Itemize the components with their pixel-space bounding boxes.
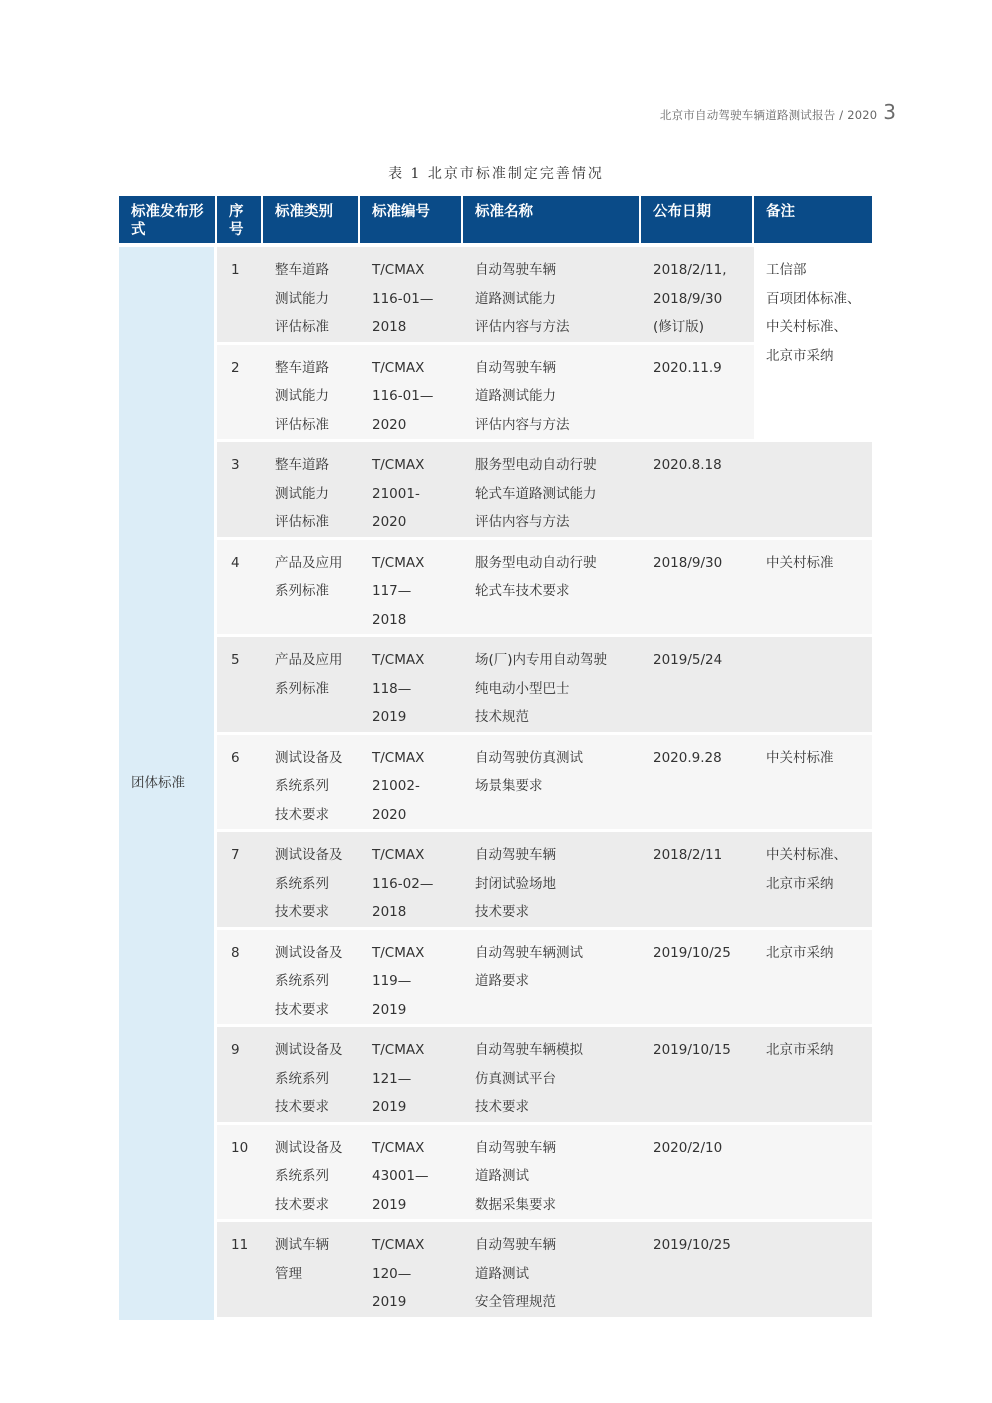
code-cell-line: T/CMAX: [372, 554, 425, 571]
remark-cell: [754, 247, 872, 442]
date-cell: [641, 637, 754, 735]
category-cell-line: 评估标准: [275, 416, 329, 433]
code-cell-line: 21001-: [372, 485, 420, 502]
name-cell-line: 纯电动小型巴士: [475, 680, 570, 697]
category-cell: [263, 930, 360, 1028]
date-cell-line: 2018/2/11,: [653, 262, 727, 278]
category-cell-line: 系统系列: [275, 973, 329, 989]
standards-table: [119, 196, 872, 1320]
name-cell-line: 封闭试验场地: [475, 875, 556, 892]
name-cell: [463, 832, 641, 930]
code-cell-line: T/CMAX: [372, 1237, 425, 1253]
seq-cell: 9: [217, 1027, 263, 1125]
date-cell-line: 2019/10/15: [653, 1042, 731, 1058]
category-cell-line: 管理: [275, 1265, 302, 1282]
category-cell-line: 测试设备及: [275, 1139, 343, 1156]
name-cell-line: 道路要求: [475, 973, 529, 989]
name-cell-line: 技术要求: [475, 1099, 529, 1115]
code-cell-line: T/CMAX: [372, 1042, 425, 1058]
seq-cell: 10: [217, 1125, 263, 1223]
date-cell-line: 2020/2/10: [653, 1139, 723, 1156]
code-cell-line: 43001—: [372, 1168, 429, 1184]
name-cell-line: 评估内容与方法: [475, 416, 570, 433]
category-cell-line: 系列标准: [275, 680, 329, 697]
name-cell-line: 评估内容与方法: [475, 514, 570, 530]
remark-cell: [754, 832, 872, 930]
category-cell: [263, 637, 360, 735]
table-row: [119, 442, 872, 540]
name-cell-line: 数据采集要求: [475, 1196, 556, 1213]
remark-cell: [754, 637, 872, 735]
seq-cell: 4: [217, 540, 263, 638]
code-cell: [360, 1125, 463, 1223]
form-cell: 团体标准: [119, 247, 217, 1320]
remark-cell-line: 中关村标准、: [766, 319, 847, 335]
category-cell-line: 整车道路: [275, 457, 329, 473]
category-cell: [263, 540, 360, 638]
code-cell-line: T/CMAX: [372, 847, 425, 863]
category-cell-line: 系统系列: [275, 1168, 329, 1184]
header-seq: 序号: [217, 196, 263, 247]
code-cell-line: T/CMAX: [372, 457, 425, 473]
name-cell-line: 自动驾驶车辆: [475, 847, 556, 863]
category-cell-line: 技术要求: [275, 1196, 329, 1213]
code-cell-line: T/CMAX: [372, 262, 425, 278]
header-name: 标准名称: [463, 196, 641, 247]
category-cell: [263, 1125, 360, 1223]
category-cell: [263, 442, 360, 540]
seq-cell: 6: [217, 735, 263, 833]
code-cell-line: T/CMAX: [372, 944, 425, 961]
code-cell: [360, 1027, 463, 1125]
date-cell-line: 2018/2/11: [653, 847, 723, 863]
code-cell-line: 116-01—: [372, 290, 434, 307]
name-cell: [463, 1125, 641, 1223]
seq-cell: 8: [217, 930, 263, 1028]
table-row: [119, 735, 872, 833]
category-cell-line: 评估标准: [275, 319, 329, 335]
category-cell-line: 测试车辆: [275, 1237, 329, 1253]
category-cell-line: 技术要求: [275, 904, 329, 920]
name-cell-line: 仿真测试平台: [475, 1070, 556, 1087]
category-cell-line: 测试设备及: [275, 1042, 343, 1058]
date-cell-line: 2019/10/25: [653, 944, 731, 961]
remark-cell-line: 工信部: [766, 262, 807, 278]
name-cell: [463, 1222, 641, 1320]
category-cell-line: 整车道路: [275, 262, 329, 278]
category-cell-line: 整车道路: [275, 359, 329, 376]
name-cell-line: 技术规范: [475, 709, 529, 725]
remark-cell-line: 中关村标准、: [766, 847, 847, 863]
header-category: 标准类别: [263, 196, 360, 247]
code-cell-line: 2018: [372, 904, 407, 920]
category-cell-line: 产品及应用: [275, 554, 343, 571]
name-cell-line: 自动驾驶车辆测试: [475, 944, 583, 961]
category-cell-line: 测试能力: [275, 290, 329, 307]
category-cell: [263, 735, 360, 833]
code-cell-line: 2018: [372, 319, 407, 335]
name-cell-line: 道路测试: [475, 1168, 529, 1184]
report-title: 北京市自动驾驶车辆道路测试报告 / 2020: [659, 108, 878, 122]
code-cell-line: 2019: [372, 1099, 407, 1115]
name-cell-line: 道路测试能力: [475, 290, 556, 307]
table-header-row: [119, 196, 872, 247]
name-cell-line: 自动驾驶车辆模拟: [475, 1042, 583, 1058]
category-cell-line: 测试设备及: [275, 749, 343, 766]
date-cell: [641, 247, 754, 345]
remark-cell-line: 北京市采纳: [766, 347, 834, 364]
name-cell-line: 技术要求: [475, 904, 529, 920]
code-cell-line: 2019: [372, 1001, 407, 1018]
header-form: 标准发布形式: [119, 196, 217, 247]
date-cell-line: 2018/9/30: [653, 554, 723, 571]
name-cell-line: 轮式车技术要求: [475, 583, 570, 599]
category-cell-line: 技术要求: [275, 1099, 329, 1115]
seq-cell: 11: [217, 1222, 263, 1320]
seq-cell: 2: [217, 345, 263, 443]
category-cell-line: 测试能力: [275, 485, 329, 502]
table-row: [119, 1222, 872, 1320]
code-cell: [360, 345, 463, 443]
code-cell-line: T/CMAX: [372, 652, 425, 668]
name-cell-line: 安全管理规范: [475, 1294, 556, 1310]
code-cell-line: 2019: [372, 709, 407, 725]
code-cell-line: 2020: [372, 416, 407, 433]
category-cell-line: 技术要求: [275, 806, 329, 823]
table-caption: 表 1 北京市标准制定完善情况: [388, 166, 604, 182]
code-cell-line: 117—: [372, 583, 412, 599]
table-row: [119, 637, 872, 735]
code-cell: [360, 735, 463, 833]
name-cell: [463, 930, 641, 1028]
name-cell-line: 自动驾驶车辆: [475, 262, 556, 278]
table-row: [119, 1125, 872, 1223]
date-cell-line: (修订版): [653, 319, 705, 335]
name-cell-line: 场(厂)内专用自动驾驶: [475, 652, 608, 668]
name-cell-line: 场景集要求: [475, 778, 543, 794]
category-cell: [263, 1222, 360, 1320]
code-cell: [360, 930, 463, 1028]
table-row: [119, 930, 872, 1028]
seq-cell: 7: [217, 832, 263, 930]
table-row: [119, 247, 872, 345]
header-remark: 备注: [754, 196, 872, 247]
remark-cell-line: 中关村标准: [766, 749, 834, 766]
remark-cell-line: 北京市采纳: [766, 875, 834, 892]
table-row: [119, 540, 872, 638]
code-cell: [360, 442, 463, 540]
name-cell: [463, 637, 641, 735]
running-header: [660, 100, 896, 124]
code-cell-line: 119—: [372, 973, 412, 989]
date-cell-line: 2018/9/30: [653, 290, 723, 307]
name-cell-line: 服务型电动自动行驶: [475, 457, 597, 473]
name-cell-line: 轮式车道路测试能力: [475, 485, 597, 502]
category-cell-line: 系列标准: [275, 583, 329, 599]
code-cell: [360, 832, 463, 930]
name-cell: [463, 442, 641, 540]
category-cell-line: 技术要求: [275, 1001, 329, 1018]
name-cell: [463, 345, 641, 443]
code-cell-line: 118—: [372, 680, 412, 697]
name-cell: [463, 540, 641, 638]
seq-cell: 3: [217, 442, 263, 540]
remark-cell: [754, 442, 872, 540]
date-cell: [641, 1125, 754, 1223]
code-cell-line: T/CMAX: [372, 359, 425, 376]
page-number: 3: [883, 100, 896, 124]
header-date: 公布日期: [641, 196, 754, 247]
code-cell-line: 2020: [372, 514, 407, 530]
date-cell-line: 2020.11.9: [653, 359, 722, 376]
category-cell-line: 系统系列: [275, 1070, 329, 1087]
code-cell-line: 2019: [372, 1294, 407, 1310]
code-cell-line: 116-02—: [372, 875, 434, 892]
header-code: 标准编号: [360, 196, 463, 247]
category-cell-line: 系统系列: [275, 778, 329, 794]
code-cell-line: 2018: [372, 611, 407, 628]
name-cell-line: 自动驾驶仿真测试: [475, 749, 583, 766]
date-cell: [641, 345, 754, 443]
remark-cell: [754, 1027, 872, 1125]
category-cell: [263, 1027, 360, 1125]
code-cell: [360, 1222, 463, 1320]
table-row: [119, 1027, 872, 1125]
code-cell: [360, 637, 463, 735]
category-cell: [263, 345, 360, 443]
name-cell: [463, 1027, 641, 1125]
date-cell: [641, 1222, 754, 1320]
remark-cell-line: 百项团体标准、: [766, 290, 861, 307]
name-cell-line: 自动驾驶车辆: [475, 1139, 556, 1156]
category-cell: [263, 247, 360, 345]
category-cell-line: 系统系列: [275, 875, 329, 892]
date-cell-line: 2019/10/25: [653, 1237, 731, 1253]
category-cell-line: 产品及应用: [275, 652, 343, 668]
code-cell-line: T/CMAX: [372, 1139, 425, 1156]
name-cell-line: 自动驾驶车辆: [475, 1237, 556, 1253]
code-cell-line: 121—: [372, 1070, 412, 1087]
date-cell: [641, 442, 754, 540]
date-cell: [641, 735, 754, 833]
name-cell-line: 道路测试能力: [475, 388, 556, 404]
code-cell: [360, 540, 463, 638]
date-cell-line: 2020.9.28: [653, 749, 722, 766]
remark-cell: [754, 930, 872, 1028]
code-cell-line: 2019: [372, 1196, 407, 1213]
name-cell-line: 服务型电动自动行驶: [475, 554, 597, 571]
category-cell-line: 测试能力: [275, 388, 329, 404]
remark-cell-line: 中关村标准: [766, 554, 834, 571]
category-cell-line: 测试设备及: [275, 847, 343, 863]
remark-cell-line: 北京市采纳: [766, 1042, 834, 1058]
date-cell-line: 2020.8.18: [653, 457, 722, 473]
remark-cell: [754, 1125, 872, 1223]
code-cell-line: 116-01—: [372, 388, 434, 404]
name-cell: [463, 247, 641, 345]
name-cell-line: 评估内容与方法: [475, 319, 570, 335]
remark-cell: [754, 735, 872, 833]
name-cell: [463, 735, 641, 833]
table-body: [119, 247, 872, 1320]
code-cell-line: T/CMAX: [372, 749, 425, 766]
table-row: [119, 832, 872, 930]
remark-cell-line: 北京市采纳: [766, 944, 834, 961]
code-cell-line: 21002-: [372, 778, 420, 794]
date-cell-line: 2019/5/24: [653, 652, 723, 668]
category-cell-line: 测试设备及: [275, 944, 343, 961]
remark-cell: [754, 1222, 872, 1320]
date-cell: [641, 930, 754, 1028]
code-cell: [360, 247, 463, 345]
date-cell: [641, 540, 754, 638]
name-cell-line: 道路测试: [475, 1265, 529, 1282]
code-cell-line: 120—: [372, 1265, 412, 1282]
remark-cell: [754, 540, 872, 638]
date-cell: [641, 1027, 754, 1125]
category-cell: [263, 832, 360, 930]
date-cell: [641, 832, 754, 930]
seq-cell: 1: [217, 247, 263, 345]
seq-cell: 5: [217, 637, 263, 735]
name-cell-line: 自动驾驶车辆: [475, 359, 556, 376]
code-cell-line: 2020: [372, 806, 407, 823]
category-cell-line: 评估标准: [275, 514, 329, 530]
